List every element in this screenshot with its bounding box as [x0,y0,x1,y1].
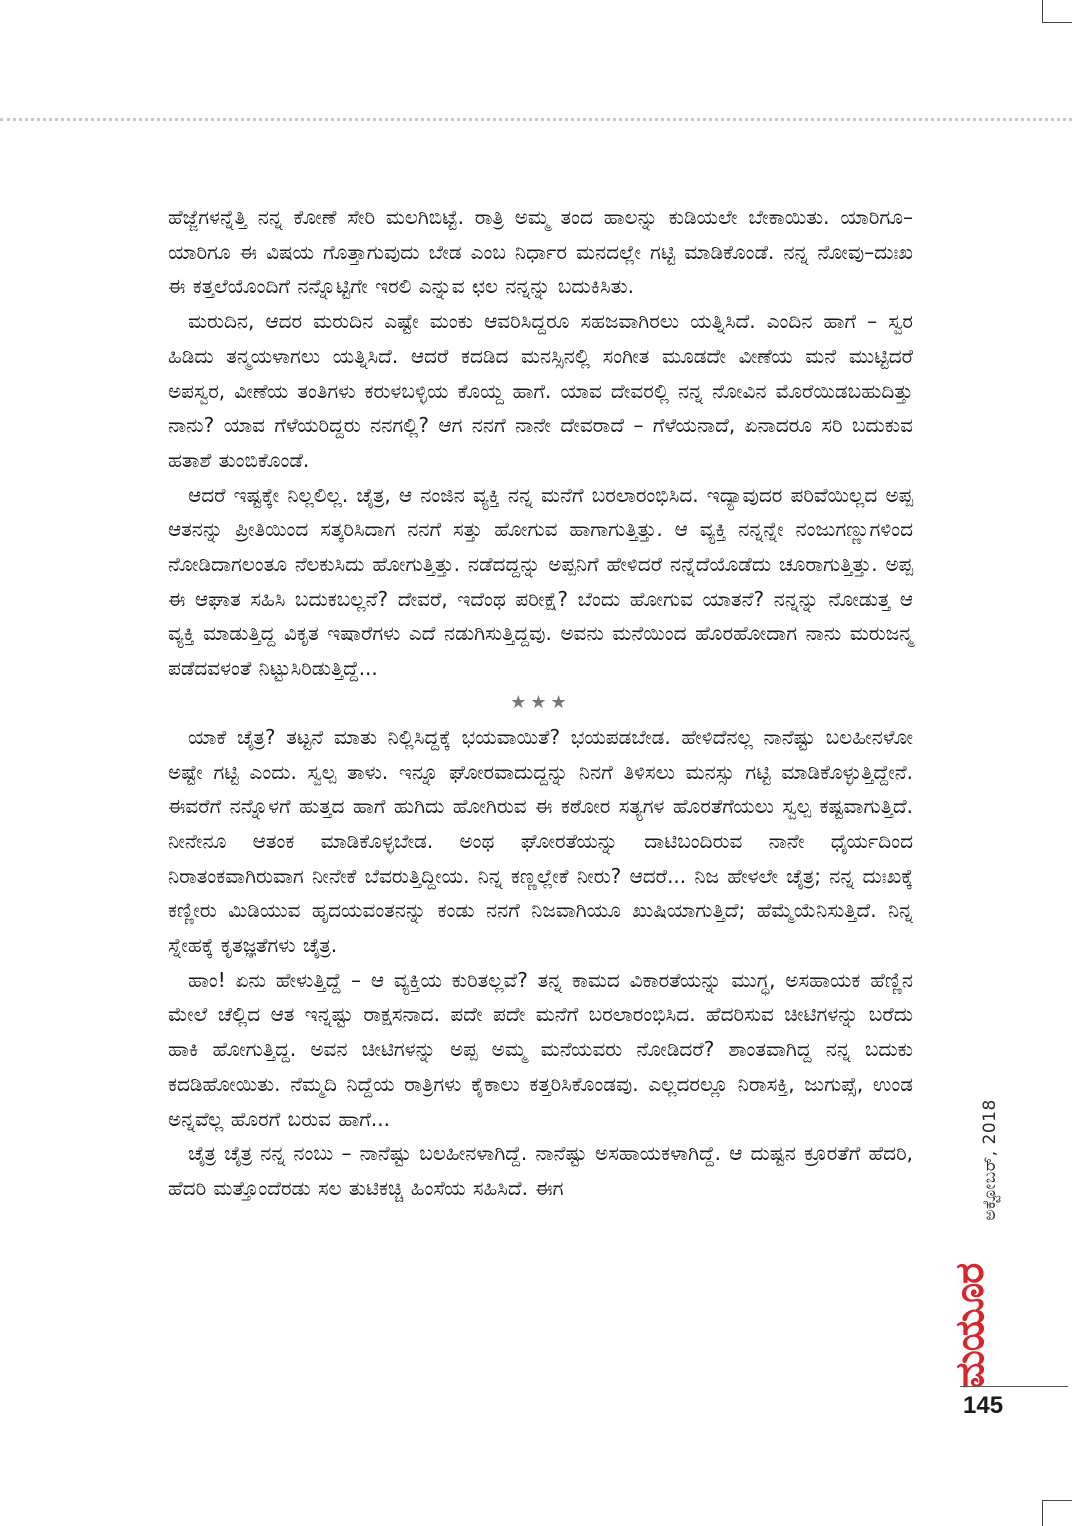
crop-mark-top [1042,0,1072,23]
paragraph: ಚೈತ್ರ ಚೈತ್ರ ನನ್ನ ನಂಬು – ನಾನೆಷ್ಟು ಬಲಹೀನಳಾಗಿದ್ದೆ. ನಾನೆಷ್ಟು ಅಸಹಾಯಕಳಾಗಿದ್ದೆ. ಆ ದುಷ್ಟನ ಕ್ರೂರತೆಗೆ ಹೆದರಿ, ಹೆದರಿ ಮತ್ತೊಂದೆರಡು ಸಲ ತುಟಿಕಚ್ಚಿ ಹಿಂಸೆಯ ಸಹಿಸಿದೆ. ಈಗ [168,1141,913,1200]
issue-date: ಅಕ್ಟೋಬರ್, 2018 [980,1099,1000,1221]
paragraph: ಹಾಂ! ಏನು ಹೇಳುತ್ತಿದ್ದೆ – ಆ ವ್ಯಕ್ತಿಯ ಕುರಿತಲ್ಲವೆ? ತನ್ನ ಕಾಮದ ವಿಕಾರತೆಯನ್ನು ಮುಗ್ಧ, ಅಸಹಾಯಕ ಹೆಣ್ಣಿನ ಮೇಲೆ ಚೆಲ್ಲಿದ ಆತ ಇನ್ನಷ್ಟು ರಾಕ್ಷಸನಾದ. ಪದೇ ಪದೇ ಮನೆಗೆ ಬರಲಾರಂಭಿಸಿದ. ಹೆದರಿಸುವ ಚೀಟಿಗಳನ್ನು ಬರೆದು ಹಾಕಿ ಹೋಗುತ್ತಿದ್ದ. ಅವನ ಚೀಟಿಗಳನ್ನು ಅಪ್ಪ ಅಮ್ಮ ಮನೆಯವರು ನೋಡಿದರೆ? ಶಾಂತವಾಗಿದ್ದ ನನ್ನ ಬದುಕು ಕದಡಿಹೋಯಿತು. ನೆಮ್ಮದಿ ನಿದ್ದೆಯ ರಾತ್ರಿಗಳು ಕೈಕಾಲು ಕತ್ತರಿಸಿಕೊಂಡವು. ಎಲ್ಲದರಲ್ಲೂ ನಿರಾಸಕ್ತಿ, ಜುಗುಪ್ಸೆ, ಉಂಡ ಅನ್ನವೆಲ್ಲ ಹೊರಗೆ ಬರುವ ಹಾಗೆ... [168,967,913,1131]
section-break-stars: ★★★ [510,691,571,713]
paragraph: ಆದರೆ ಇಷ್ಟಕ್ಕೇ ನಿಲ್ಲಲಿಲ್ಲ. ಚೈತ್ರ, ಆ ನಂಜಿನ ವ್ಯಕ್ತಿ ನನ್ನ ಮನೆಗೆ ಬರಲಾರಂಭಿಸಿದ. ಇದ್ಯಾವುದರ ಪರಿವೆಯಿಲ್ಲದ ಅಪ್ಪ ಆತನನ್ನು ಪ್ರೀತಿಯಿಂದ ಸತ್ಕರಿಸಿದಾಗ ನನಗೆ ಸತ್ತು ಹೋಗುವ ಹಾಗಾಗುತ್ತಿತ್ತು. ಆ ವ್ಯಕ್ತಿ ನನ್ನನ್ನೇ ನಂಜುಗಣ್ಣುಗಳಿಂದ ನೋಡಿದಾಗಲಂತೂ ನೆಲಕುಸಿದು ಹೋಗುತ್ತಿತ್ತು. ನಡೆದದ್ದನ್ನು ಅಪ್ಪನಿಗೆ ಹೇಳಿದರೆ ನನ್ನೆದೆಯೊಡೆದು ಚೂರಾಗುತ್ತಿತ್ತು. ಅಪ್ಪ ಈ ಆಘಾತ ಸಹಿಸಿ ಬದುಕಬಲ್ಲನೆ? ದೇವರೆ, ಇದೆಂಥ ಪರೀಕ್ಷೆ? ಬೆಂದು ಹೋಗುವ ಯಾತನೆ? ನನ್ನನ್ನು ನೋಡುತ್ತ ಆ ವ್ಯಕ್ತಿ ಮಾಡುತ್ತಿದ್ದ ವಿಕೃತ ಇಷಾರೆಗಳು ಎದೆ ನಡುಗಿಸುತ್ತಿದ್ದವು. ಅವನು ಮನೆಯಿಂದ ಹೊರಹೋದಾಗ ನಾನು ಮರುಜನ್ಮ ಪಡೆದವಳಂತೆ ನಿಟ್ಟುಸಿರಿಡುತ್ತಿದ್ದೆ... [168,482,913,681]
page-number-rule [960,1386,1068,1387]
article-body [168,200,913,1206]
page-number: 145 [963,1392,1004,1419]
paragraph: ಮರುದಿನ, ಆದರ ಮರುದಿನ ಎಷ್ಟೇ ಮಂಕು ಆವರಿಸಿದ್ದರೂ ಸಹಜವಾಗಿರಲು ಯತ್ನಿಸಿದೆ. ಎಂದಿನ ಹಾಗೆ – ಸ್ವರ ಹಿಡಿದು ತನ್ಮಯಳಾಗಲು ಯತ್ನಿಸಿದೆ. ಆದರೆ ಕದಡಿದ ಮನಸ್ಸಿನಲ್ಲಿ ಸಂಗೀತ ಮೂಡದೇ ವೀಣೆಯ ಮನೆ ಮುಟ್ಟಿದರೆ ಅಪಸ್ವರ, ವೀಣೆಯ ತಂತಿಗಳು ಕರುಳಬಳ್ಳಿಯ ಕೊಯ್ದ ಹಾಗೆ. ಯಾವ ದೇವರಲ್ಲಿ ನನ್ನ ನೋವಿನ ಮೊರೆಯಿಡಬಹುದಿತ್ತು ನಾನು? ಯಾವ ಗೆಳೆಯರಿದ್ದರು ನನಗಲ್ಲಿ? ಆಗ ನನಗೆ ನಾನೇ ದೇವರಾದೆ – ಗೆಳೆಯನಾದೆ, ಏನಾದರೂ ಸರಿ ಬದುಕುವ ಹತಾಶೆ ತುಂಬಿಕೊಂಡೆ. [168,309,913,472]
magazine-logo: ಮಯೂರ [947,1263,993,1389]
paragraph: ಯಾಕೆ ಚೈತ್ರ? ತಟ್ಟನೆ ಮಾತು ನಿಲ್ಲಿಸಿದ್ದಕ್ಕೆ ಭಯವಾಯಿತೆ? ಭಯಪಡಬೇಡ. ಹೇಳಿದೆನಲ್ಲ ನಾನೆಷ್ಟು ಬಲಹೀನಳೋ ಅಷ್ಟೇ ಗಟ್ಟಿ ಎಂದು. ಸ್ವಲ್ಪ ತಾಳು. ಇನ್ನೂ ಘೋರವಾದುದ್ದನ್ನು ನಿನಗೆ ತಿಳಿಸಲು ಮನಸ್ಸು ಗಟ್ಟಿ ಮಾಡಿಕೊಳ್ಳುತ್ತಿದ್ದೇನೆ. ಈವರೆಗೆ ನನ್ನೊಳಗೆ ಹುತ್ತದ ಹಾಗೆ ಹುಗಿದು ಹೋಗಿರುವ ಈ ಕಠೋರ ಸತ್ಯಗಳ ಹೊರತೆಗೆಯಲು ಸ್ವಲ್ಪ ಕಷ್ಟವಾಗುತ್ತಿದೆ. ನೀನೇನೂ ಆತಂಕ ಮಾಡಿಕೊಳ್ಳಬೇಡ. ಅಂಥ ಘೋರತೆಯನ್ನು ದಾಟಿಬಂದಿರುವ ನಾನೇ ಧೈರ್ಯದಿಂದ ನಿರಾತಂಕವಾಗಿರುವಾಗ ನೀನೇಕೆ ಬೆವರುತ್ತಿದ್ದೀಯ. ನಿನ್ನ ಕಣ್ಣಲ್ಲೇಕೆ ನೀರು? ಆದರೆ... ನಿಜ ಹೇಳಲೇ ಚೈತ್ರ; ನನ್ನ ದುಃಖಕ್ಕೆ ಕಣ್ಣೀರು ಮಿಡಿಯುವ ಹೃದಯವಂತನನ್ನು ಕಂಡು ನನಗೆ ನಿಜವಾಗಿಯೂ ಖುಷಿಯಾಗುತ್ತಿದೆ; ಹೆಮ್ಮೆಯೆನಿಸುತ್ತಿದೆ. ನಿನ್ನ ಸ್ನೇಹಕ್ಕೆ ಕೃತಜ್ಞತೆಗಳು ಚೈತ್ರ. [168,724,913,958]
header-dotted-rule [0,118,1072,121]
crop-mark-bottom [1042,1500,1072,1526]
paragraph: ಹೆಜ್ಜೆಗಳನ್ನೆತ್ತಿ ನನ್ನ ಕೋಣೆ ಸೇರಿ ಮಲಗಿಬಿಟ್ಟೆ. ರಾತ್ರಿ ಅಮ್ಮ ತಂದ ಹಾಲನ್ನು ಕುಡಿಯಲೇ ಬೇಕಾಯಿತು. ಯಾರಿಗೂ– ಯಾರಿಗೂ ಈ ವಿಷಯ ಗೊತ್ತಾಗುವುದು ಬೇಡ ಎಂಬ ನಿರ್ಧಾರ ಮನದಲ್ಲೇ ಗಟ್ಟಿ ಮಾಡಿಕೊಂಡೆ. ನನ್ನ ನೋವು–ದುಃಖ ಈ ಕತ್ತಲೆಯೊಂದಿಗೆ ನನ್ನೊಟ್ಟಿಗೇ ಇರಲಿ ಎನ್ನುವ ಛಲ ನನ್ನನ್ನು ಬದುಕಿಸಿತು. [168,205,913,299]
